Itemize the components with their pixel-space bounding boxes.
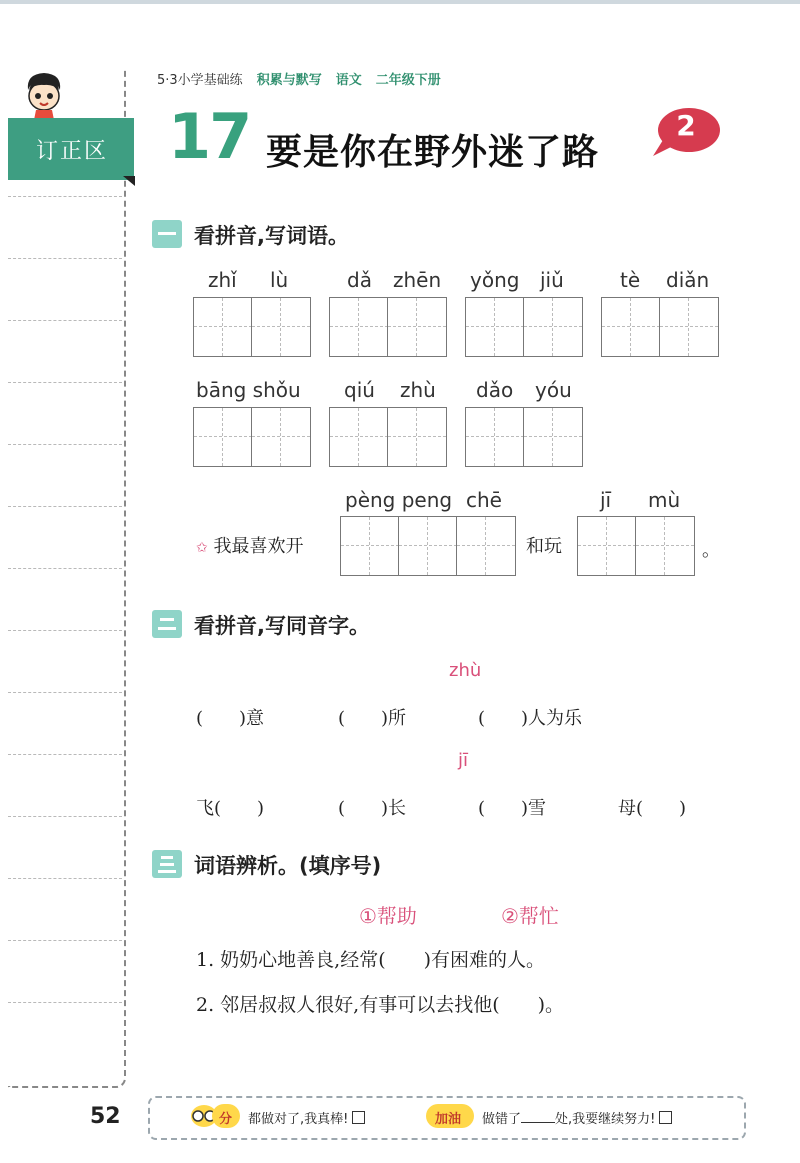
writing-grid[interactable] (329, 297, 447, 357)
section-3-title: 词语辨析。(填序号) (194, 854, 382, 878)
sentence-end: 。 (702, 540, 720, 561)
blank-item[interactable]: ( )所 (338, 708, 407, 729)
effort-text (482, 1108, 672, 1127)
pinyin-prompt: jī (458, 750, 469, 771)
grade-name: 二年级下册 (375, 73, 441, 88)
writing-grid[interactable] (601, 297, 719, 357)
section-1-title: 看拼音,写词语。 (194, 224, 349, 248)
pinyin: diǎn (666, 268, 710, 292)
writing-grid[interactable] (340, 516, 516, 576)
mascot-boy-icon (20, 70, 68, 120)
ruled-line (8, 444, 122, 445)
ruled-line (8, 196, 122, 197)
numeral-two-icon (152, 610, 182, 638)
blank-item[interactable]: ( )长 (338, 798, 407, 819)
writing-grid[interactable] (193, 407, 311, 467)
book-name: 积累与默写 (256, 73, 322, 88)
ruled-line (8, 630, 122, 631)
ruled-line (8, 258, 122, 259)
question[interactable]: 2. 邻居叔叔人很好,有事可以去找他( )。 (196, 994, 565, 1016)
pinyin: jī (600, 488, 612, 512)
book-header (157, 69, 441, 88)
ruled-line (8, 878, 122, 879)
error-count-blank[interactable] (521, 1122, 555, 1123)
pinyin: yǒng (470, 268, 520, 292)
blank-item[interactable]: ( )人为乐 (478, 708, 583, 729)
effort-label-2: 处,我要继续努力! (555, 1112, 656, 1127)
option: ②帮忙 (501, 904, 559, 928)
numeral-three-icon (152, 850, 182, 878)
pinyin: mù (648, 488, 681, 512)
writing-grid[interactable] (329, 407, 447, 467)
pinyin: zhǐ (208, 268, 237, 292)
pinyin: lù (270, 268, 289, 292)
praise-text (248, 1108, 365, 1127)
ruled-line (8, 754, 122, 755)
writing-grid[interactable] (577, 516, 695, 576)
pinyin: zhù (400, 378, 436, 402)
pinyin: tè (620, 268, 641, 292)
sentence-part-1 (196, 532, 303, 558)
question[interactable]: 1. 奶奶心地善良,经常( )有困难的人。 (196, 949, 546, 971)
score-badge (212, 1104, 240, 1128)
pinyin: bāng shǒu (196, 378, 301, 402)
correction-area-tab (8, 118, 134, 180)
blank-item[interactable]: 飞( ) (196, 798, 265, 819)
part-number: 2 (676, 109, 696, 142)
praise-label: 都做对了,我真棒! (248, 1112, 349, 1127)
pinyin: zhēn (393, 268, 442, 292)
ruled-line (8, 692, 122, 693)
section-2-title: 看拼音,写同音字。 (194, 614, 370, 638)
blank-item[interactable]: ( )雪 (478, 798, 547, 819)
ruled-line (8, 1002, 122, 1003)
pinyin: dǎ (347, 268, 372, 292)
pinyin: dǎo (476, 378, 514, 402)
effort-label-1: 做错了 (482, 1112, 522, 1127)
lesson-number: 17 (168, 100, 251, 173)
ruled-line (8, 320, 122, 321)
ruled-line (8, 816, 122, 817)
sentence-text-2: 和玩 (526, 536, 562, 557)
pinyin-prompt: zhù (449, 660, 482, 681)
writing-grid[interactable] (465, 407, 583, 467)
ruled-line (8, 506, 122, 507)
score-badge-label: 分 (219, 1112, 233, 1127)
pinyin: jiǔ (540, 268, 564, 292)
star-icon: ✩ (196, 540, 208, 556)
cheer-badge-label: 加油 (435, 1112, 462, 1127)
page-number: 52 (90, 1104, 121, 1129)
numeral-one-icon (152, 220, 182, 248)
ruled-line (8, 382, 122, 383)
pinyin: chē (466, 488, 502, 512)
top-border (0, 0, 800, 4)
blank-item[interactable]: ( )意 (196, 708, 265, 729)
writing-grid[interactable] (465, 297, 583, 357)
pinyin: qiú (344, 378, 375, 402)
correction-column (8, 68, 126, 1088)
cheer-badge (426, 1104, 474, 1128)
subject-name: 语文 (335, 73, 362, 88)
correction-area-label: 订正区 (36, 139, 109, 164)
blank-item[interactable]: 母( ) (618, 798, 687, 819)
series-name: 5·3小学基础练 (157, 73, 243, 88)
sentence-text-1: 我最喜欢开 (213, 536, 304, 557)
checkbox[interactable] (352, 1111, 365, 1124)
writing-grid[interactable] (193, 297, 311, 357)
ruled-line (8, 568, 122, 569)
tab-notch (123, 176, 135, 186)
pinyin: yóu (535, 378, 572, 402)
lesson-title: 要是你在野外迷了路 (266, 132, 600, 173)
pinyin: pèng peng (345, 488, 453, 512)
checkbox[interactable] (659, 1111, 672, 1124)
option: ①帮助 (359, 904, 417, 928)
ruled-line (8, 940, 122, 941)
